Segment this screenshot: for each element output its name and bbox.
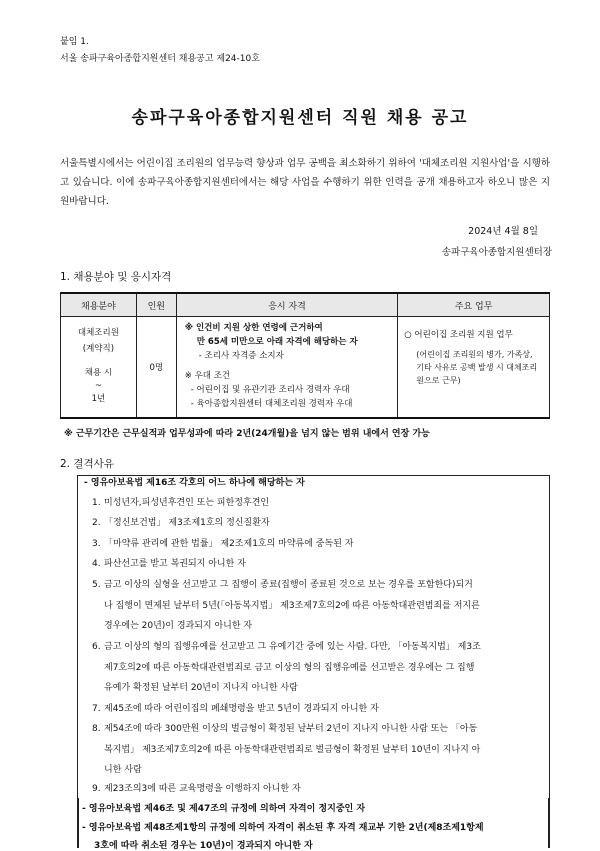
item-text: 나 집행이 면제된 날부터 5년(「아동복지법」 제3조제7호의2에 따른 아동학대관련범죄를 저지른 [104,601,480,611]
item-number: 4. [92,559,101,569]
disqualification-box [77,475,550,799]
field-line: 채용 시 [84,368,113,378]
intro-paragraph: 서울특별시에서는 어린이집 조리원의 업무능력 향상과 업무 공백을 최소화하기 위하여 '대체조리원 지원사업'을 시행하고 있습니다. 이에 송파구육아종합지원센터에서는 해당 사업을 수행하기 위한 인력을 공개 채용하고자 하오니 많은 지원바랍니다. [60,158,550,207]
preference-item: - 육아종합지원센터 대체조리원 경력자 우대 [190,399,353,409]
disqualification-main: - 영유아보육법 제48조제1항의 규정에 의하여 자격이 취소된 후 자격 재교부 기한 2년(제8조제1항제 [82,823,484,833]
item-text: 파산선고를 받고 복권되지 아니한 자 [104,559,246,569]
item-text: 금고 이상의 실형을 선고받고 그 집행이 종료(집행이 종료된 것으로 보는 경우를 포함한다)되거 [104,580,473,590]
duty-cell [398,317,550,419]
notice-number: 서울 송파구육아종합지원센터 채용공고 제24-10호 [60,54,260,64]
attachment-label: 붙임 1. [60,37,89,47]
item-text: 「마약류 관리에 관한 법률」 제2조제1호의 마약류에 중독된 자 [104,539,354,549]
box-border [548,798,550,848]
disqualification-main: - 영유아보육법 제46조 및 제47조의 규정에 의하여 자격이 정지중인 자 [82,804,366,814]
duty-main: ○ 어린이집 조리원 지원 업무 [404,330,513,340]
duty-detail: (어린이집 조리원의 병가, 가족상, 기타 사유로 공백 발생 시 대체조리원으로 근무) [416,350,538,385]
item-number: 2. [92,518,101,528]
field-line: 1년 [91,394,106,404]
item-text: 복지법」 제3조제7호의2에 따른 아동학대관련범죄로 벌금형이 확정된 날부터 10년이 지나지 아 [104,745,481,755]
disqualification-main: 3호에 따라 취소된 경우는 10년)이 경과되지 아니한 자 [94,841,313,851]
qualification-main: 만 65세 미만으로 아래 자격에 해당하는 자 [196,337,358,347]
col-header-duty: 주요 업무 [398,293,550,317]
item-number: 9. [92,784,101,794]
preference-item: - 어린이집 및 유관기관 조리사 경력자 우대 [190,385,350,395]
field-line: 대체조리원 [77,328,119,338]
item-text: 제45조에 따라 어린이집의 폐쇄명령을 받고 5년이 경과되지 아니한 자 [104,704,379,714]
col-header-count: 인원 [136,293,176,317]
qualification-main: ※ 인건비 지원 상한 연령에 근거하여 [184,323,323,333]
item-text: 제23조의3에 따른 교육명령을 이행하지 아니한 자 [104,784,301,794]
item-text: 제54조에 따라 300만원 이상의 벌금형이 확정된 날부터 2년이 지나지 아니한 사람 또는 「아동 [104,724,478,734]
item-text: 금고 이상의 형의 집행유예를 선고받고 그 유예기간 중에 있는 사람. 다만, 「아동복지법」 제3조 [104,642,481,652]
section2-heading: 2. 결격사유 [60,458,114,470]
preference-heading: ※ 우대 조건 [184,371,231,381]
field-line: (계약직) [82,344,115,354]
field-line: ~ [94,381,102,391]
item-text: 미성년자,피성년후견인 또는 피한정후견인 [104,498,270,508]
box-border [77,798,79,848]
disqualification-main: - 영유아보육법 제16조 각호의 어느 하나에 해당하는 자 [84,478,305,488]
work-period-note: ※ 근무기간은 근무실적과 업무성과에 따라 2년(24개월)을 넘지 않는 범위 내에서 연장 가능 [64,429,430,439]
table-row [61,317,550,419]
section1-heading: 1. 채용분야 및 응시자격 [60,271,172,283]
announcement-date: 2024년 4월 8일 [468,226,538,237]
count-cell: 0명 [136,317,176,419]
item-text: 제7호의2에 따른 아동학대관련범죄로 금고 이상의 형의 집행유예를 선고받은 경우에는 그 집행 [104,663,475,673]
qualification-cell [176,317,398,419]
table-header-row [61,293,550,317]
item-text: 경우에는 20년)이 경과되지 아니한 자 [104,621,253,631]
field-cell [61,317,137,419]
col-header-qualification: 응시 자격 [176,293,398,317]
item-text: 유예가 확정된 날부터 20년이 지나지 아니한 사람 [104,683,298,693]
page-title: 송파구육아종합지원센터 직원 채용 공고 [131,108,469,128]
item-number: 5. [92,580,101,590]
item-number: 1. [92,498,101,508]
item-text: 니한 사람 [104,765,142,775]
item-text: 「정신보건법」 제3조제1호의 정신질환자 [104,518,270,528]
col-header-field: 채용분야 [61,293,137,317]
item-number: 8. [92,724,101,734]
recruitment-table [60,292,550,419]
item-number: 3. [92,539,101,549]
item-number: 7. [92,704,101,714]
item-number: 6. [92,642,101,652]
organization-signature: 송파구육아종합지원센터장 [441,247,552,258]
qualification-cert: - 조리사 자격증 소지자 [198,351,284,361]
